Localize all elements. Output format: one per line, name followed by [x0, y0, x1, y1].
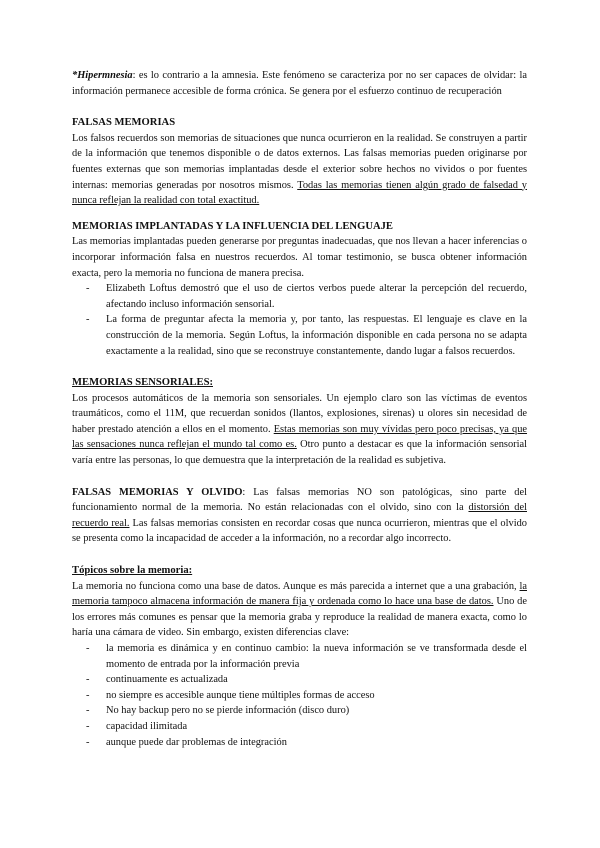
topicos-text-b: Uno de los errores más comunes es pensar que la memoria graba y reproduce la realidad de manera exacta, como lo haría una cámara de video. Sin embargo, existen diferencias clave: — [72, 596, 527, 639]
falsas-memorias-text: Los falsos recuerdos son memorias de situaciones que nunca ocurrieron en la realidad. Se construyen a partir de la información que tenemos disponible o de datos externos. Las falsas memorias pueden originarse por fuentes externas que son memorias implantadas desde el exterior sobre hechos no vividos o por fuentes internas: memorias generadas por nosotros mismos. — [72, 132, 527, 191]
sensoriales-text-a: Los procesos automáticos de la memoria son sensoriales. Un ejemplo claro son las víctimas de eventos traumáticos, como el 11M, que recuerdan sonidos (llantos, explosiones, sirenas) u olores sin necesidad de haber prestado atención a ellos en el momento. — [72, 392, 527, 435]
falsas-memorias-heading: FALSAS MEMORIAS — [72, 117, 176, 129]
falsas-memorias-underlined: Todas las memorias tienen algún grado de falsedad y nunca reflejan la realidad con total exactitud. — [72, 179, 528, 207]
topicos-heading: Tópicos sobre la memoria: — [72, 565, 193, 577]
implantadas-heading: MEMORIAS IMPLANTADAS Y LA INFLUENCIA DEL LENGUAJE — [72, 220, 393, 232]
topicos-underlined: la memoria tampoco almacena información de manera fija y ordenada como lo hace una base de datos. — [72, 580, 527, 608]
sensoriales-text-b: Otro punto a destacar es que la información sensorial varía entre las personas, lo que demuestra que la interpretación de la realidad es subjetiva. — [72, 439, 527, 467]
falsas-memorias-paragraph — [72, 131, 527, 209]
olvido-paragraph — [72, 485, 527, 547]
hipermnesia-term: *Hipermnesia — [72, 70, 133, 81]
olvido-underlined: distorsión del recuerdo real. — [72, 502, 527, 529]
list-item: - no siempre es accesible aunque tiene múltiples formas de acceso — [86, 689, 375, 701]
sensoriales-paragraph — [72, 391, 527, 469]
topicos-text-a: La memoria no funciona como una base de datos. Aunque es más parecida a internet que a una grabación, — [72, 580, 520, 592]
olvido-text-b: Las falsas memorias consisten en recordar cosas que nunca ocurrieron, mientras que el olvido se presenta como la incapacidad de acceder a la información, no a recordar algo incorrecto. — [72, 517, 527, 545]
implantadas-list — [72, 281, 527, 359]
hipermnesia-paragraph — [72, 68, 527, 99]
implantadas-paragraph: Las memorias implantadas pueden generarse por preguntas inadecuadas, que nos llevan a hacer inferencias o incorporar información falsa en nuestros recuerdos. Al tomar testimonio, se busca obtener información exacta, pero la memoria no funciona de manera precisa. — [72, 236, 527, 279]
list-item: - la memoria es dinámica y en continuo cambio: la nueva información se ve transformada desde el momento de entrada por la información previa — [86, 643, 527, 670]
olvido-heading: FALSAS MEMORIAS Y OLVIDO — [72, 486, 243, 498]
list-item: - capacidad ilimitada — [86, 720, 188, 732]
sensoriales-underlined: Estas memorias son muy vívidas pero poco precisas, ya que las sensaciones nunca reflejan el mundo tal como es. — [72, 423, 528, 451]
list-item: - Elizabeth Loftus demostró que el uso de ciertos verbos puede alterar la percepción del recuerdo, afectando incluso información sensorial. — [86, 283, 527, 310]
list-item: - La forma de preguntar afecta la memoria y, por tanto, las respuestas. El lenguaje es clave en la construcción de la memoria. Según Loftus, la información disponible en cada persona no se adapta exactamente a la realidad, sino que se reconstruye constantemente, dando lugar a falsos recuerdos. — [86, 314, 527, 357]
list-item: - aunque puede dar problemas de integración — [86, 736, 287, 748]
list-item: - continuamente es actualizada — [86, 674, 228, 686]
topicos-paragraph — [72, 579, 527, 641]
olvido-text-a: : Las falsas memorias NO son patológicas, sino parte del funcionamiento normal de la memoria. No están relacionadas con el olvido, sino con la — [72, 486, 527, 514]
list-item: - No hay backup pero no se pierde información (disco duro) — [86, 705, 350, 717]
sensoriales-heading: MEMORIAS SENSORIALES: — [72, 377, 213, 389]
hipermnesia-text: : es lo contrario a la amnesia. Este fenómeno se caracteriza por no ser capaces de olvidar: la información permanece accesible de forma crónica. Se genera por el esfuerzo continuo de recuperación — [72, 70, 527, 97]
topicos-list — [72, 641, 527, 750]
document-page — [72, 68, 527, 750]
